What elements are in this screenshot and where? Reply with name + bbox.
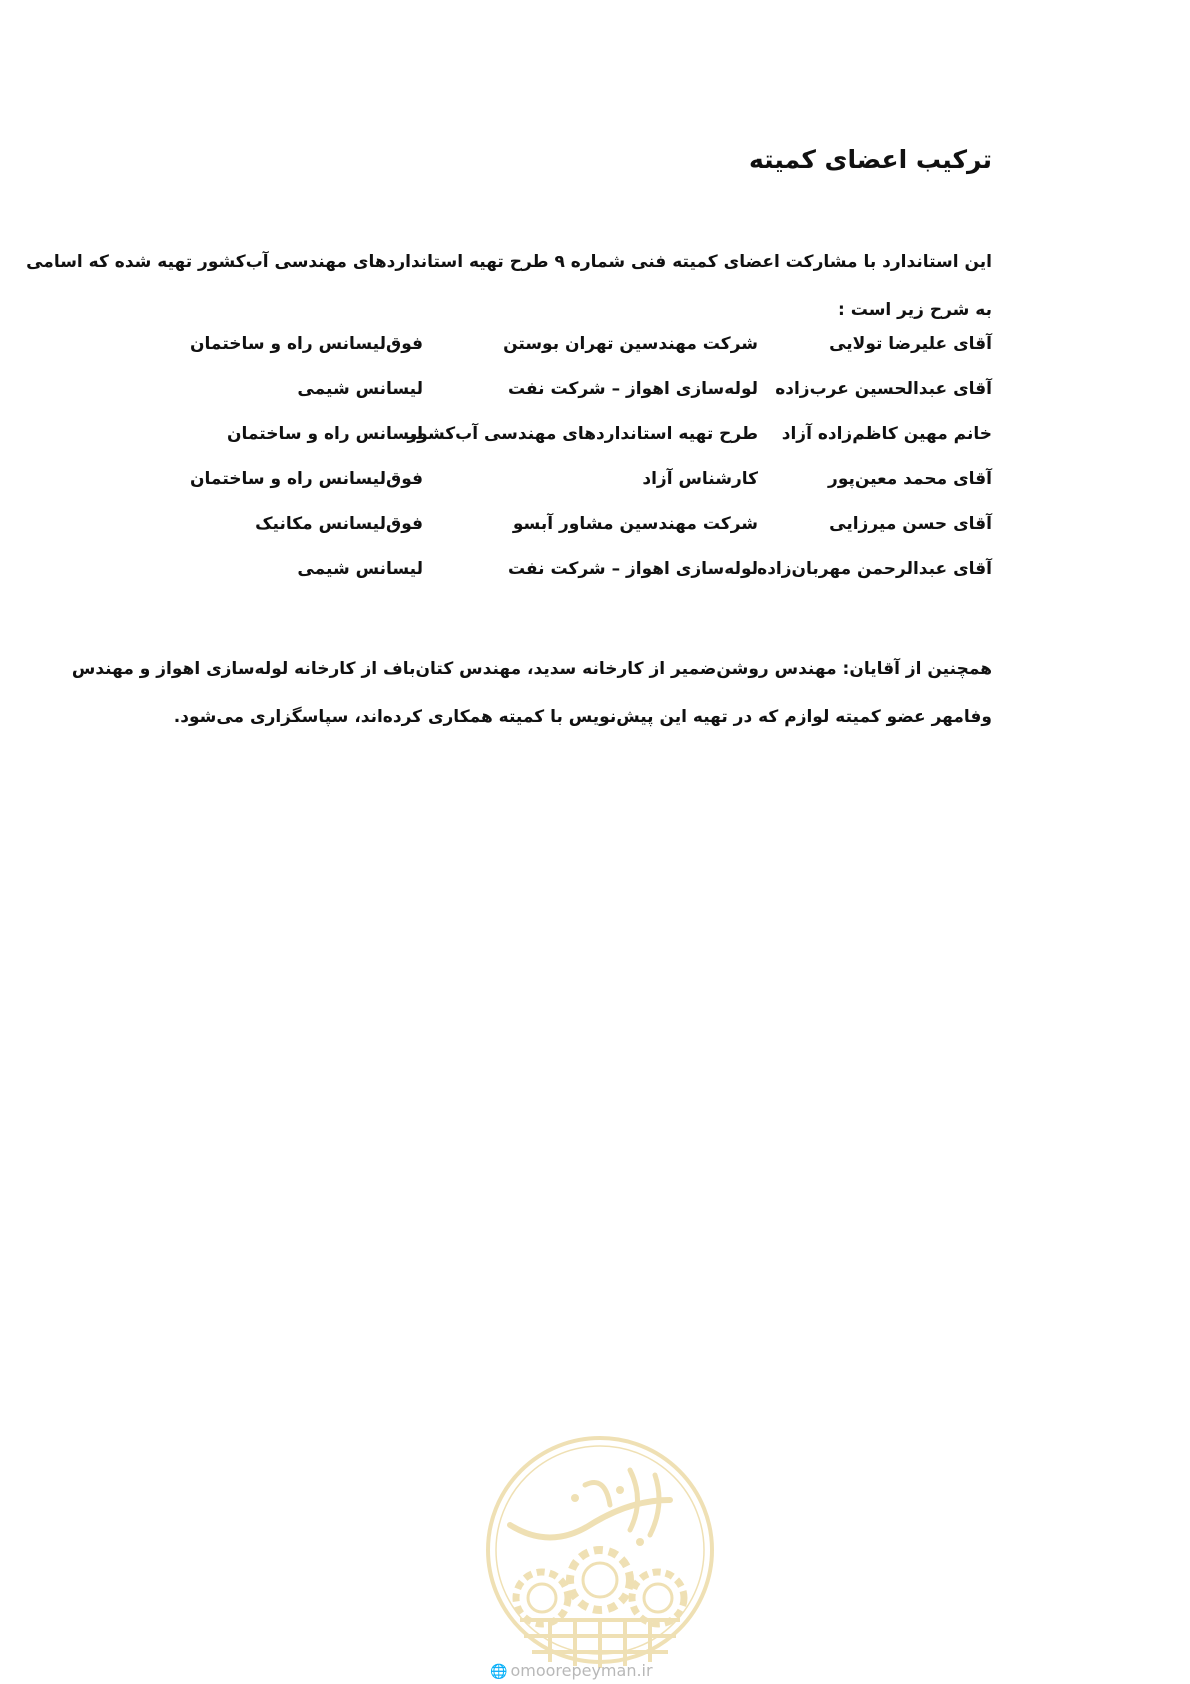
acknowledgement-paragraph [71, 645, 992, 741]
intro-paragraph [26, 238, 992, 334]
member-name: آقای عبدالرحمن مهربان‌زاده [757, 559, 992, 579]
member-name: خانم مهین کاظم‌زاده آزاد [781, 424, 992, 444]
intro-line: این استاندارد با مشارکت اعضای کمیته فنی شماره ۹ طرح تهیه استانداردهای مهندسی آب‌کشور تهیه شده‌ که اسامی [26, 252, 992, 272]
globe-icon: 🌐 [490, 1664, 508, 1680]
member-organization: طرح تهیه استانداردهای مهندسی آب‌کشور [407, 424, 758, 444]
member-row [192, 506, 992, 551]
member-row [192, 551, 992, 596]
member-organization: لوله‌سازی اهواز – شرکت نفت [507, 559, 758, 579]
member-organization: شرکت مهندسین مشاور آبسو [512, 514, 758, 534]
member-row [192, 326, 992, 371]
member-organization: لوله‌سازی اهواز – شرکت نفت [507, 379, 758, 399]
member-organization: کارشناس آزاد [642, 469, 758, 489]
member-degree: فوق‌لیسانس راه و ساختمان [190, 469, 423, 489]
acknowledgement-line: همچنین از آقایان: مهندس روشن‌ضمیر از کارخانه سدید، مهندس کتان‌باف از کارخانه لوله‌سازی اهواز و مهندس [71, 659, 992, 679]
member-name: آقای محمد معین‌پور [828, 469, 992, 489]
watermark-url-text: omoorepeyman.ir [510, 1661, 653, 1680]
member-row [192, 371, 992, 416]
acknowledgement-line: وفامهر عضو کمیته لوازم که در تهیه این پیش‌نویس با کمیته همکاری کرده‌اند، سپاسگزاری می‌شود. [173, 707, 992, 727]
member-row [192, 416, 992, 461]
member-degree: فوق‌لیسانس مکانیک [255, 514, 423, 534]
member-name: آقای حسن میرزایی [829, 514, 992, 534]
page-title: ترکیب اعضای کمیته [748, 145, 992, 174]
members-list [192, 326, 992, 596]
member-degree: لیسانس شیمی [297, 559, 423, 579]
member-name: آقای علیرضا تولایی [829, 334, 992, 354]
intro-line: به شرح زیر است : [838, 300, 992, 320]
member-organization: شرکت مهندسین تهران بوستن [503, 334, 758, 354]
member-degree: فوق‌لیسانس راه و ساختمان [190, 334, 423, 354]
omoore-peyman-seal-icon [480, 1430, 720, 1670]
watermark-url [490, 1661, 653, 1680]
member-degree: لیسانس شیمی [297, 379, 423, 399]
member-name: آقای عبدالحسین عرب‌زاده [775, 379, 992, 399]
member-row [192, 461, 992, 506]
member-degree: لیسانس راه و ساختمان [227, 424, 423, 444]
